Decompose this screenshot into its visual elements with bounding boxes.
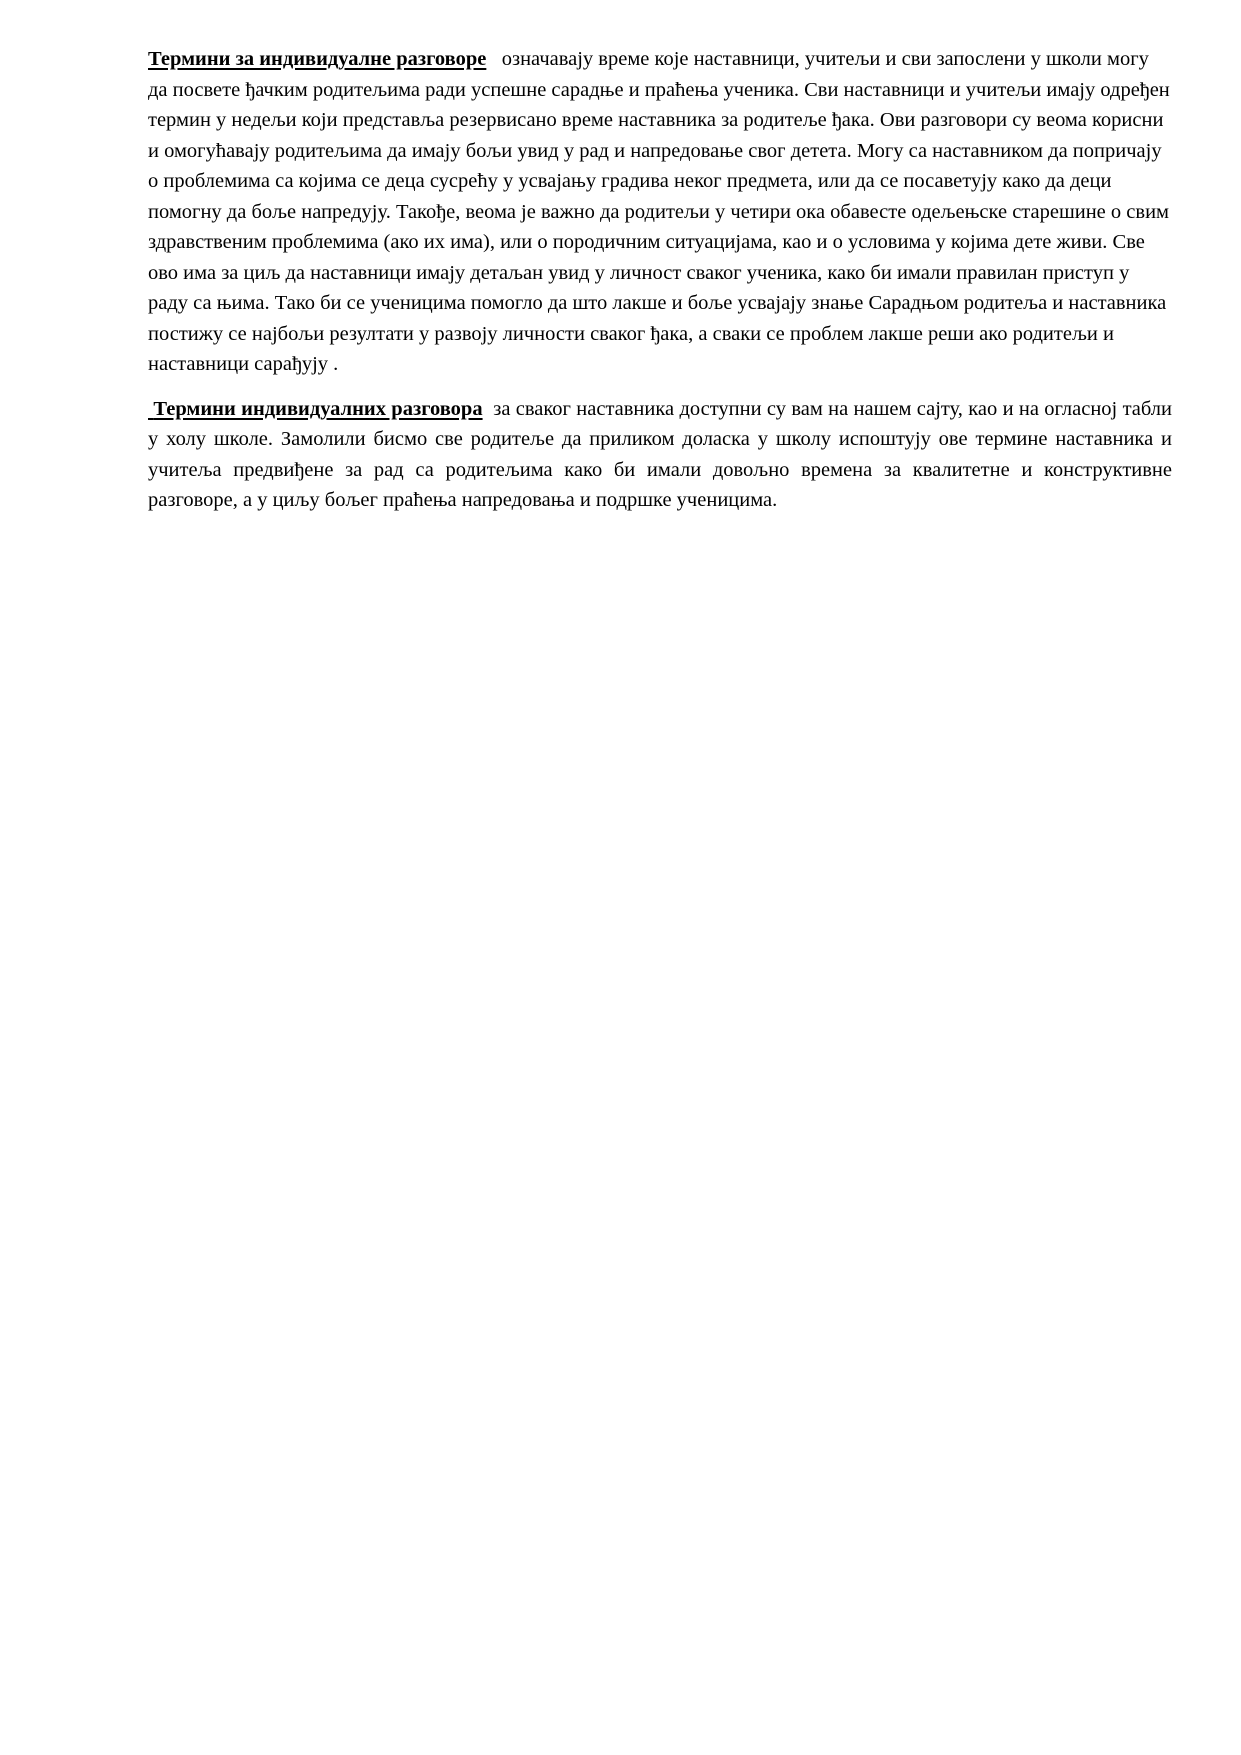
document-content: [148, 44, 1172, 516]
paragraph-schedule-availability: [148, 394, 1172, 516]
paragraph-1-heading: Термини за индивидуалне разговоре: [148, 48, 487, 70]
paragraph-2-heading: Термини индивидуалних разговора: [148, 397, 483, 420]
paragraph-individual-meetings: [148, 44, 1172, 380]
paragraph-1-body: означавају време које наставници, учитељи и сви запослени у школи могу да посвете ђачким родитељима ради успешне сарадње и праћења ученика. Сви наставници и учитељи имају одређен термин у недељи који представља резервисано време наставника за родитеље ђака. Ови разговори су веома корисни и омогућавају родитељима да имају бољи увид у рад и напредовање свог детета. Могу са наставником да попричају о проблемима са којима се деца сусрећу у усвајању градива неког предмета, или да се посаветују како да деци помогну да боље напредују. Такође, веома је важно да родитељи у четири ока обавесте одељењске старешине о свим здравственим проблемима (ако их има), или о породичним ситуацијама, као и о условима у којима дете живи. Све ово има за циљ да наставници имају детаљан увид у личност сваког ученика, како би имали правилан приступ у раду са њима. Тако би се ученицима помогло да што лакше и боље усвајају знање Сарадњом родитеља и наставника постижу се најбољи резултати у развоју личности сваког ђака, а сваки се проблем лакше реши ако родитељи и наставници сарађују .: [148, 48, 1170, 375]
paragraph-2-body: за сваког наставника доступни су вам на нашем сајту, као и на огласној табли у холу школе. Замолили бисмо све родитеље да приликом доласка у школу испоштују ове термине наставника и учитеља предвиђене за рад са родитељима како би имали довољно времена за квалитетне и конструктивне разговоре, а у циљу бољег праћења напредовања и подршке ученицима.: [148, 397, 1172, 511]
